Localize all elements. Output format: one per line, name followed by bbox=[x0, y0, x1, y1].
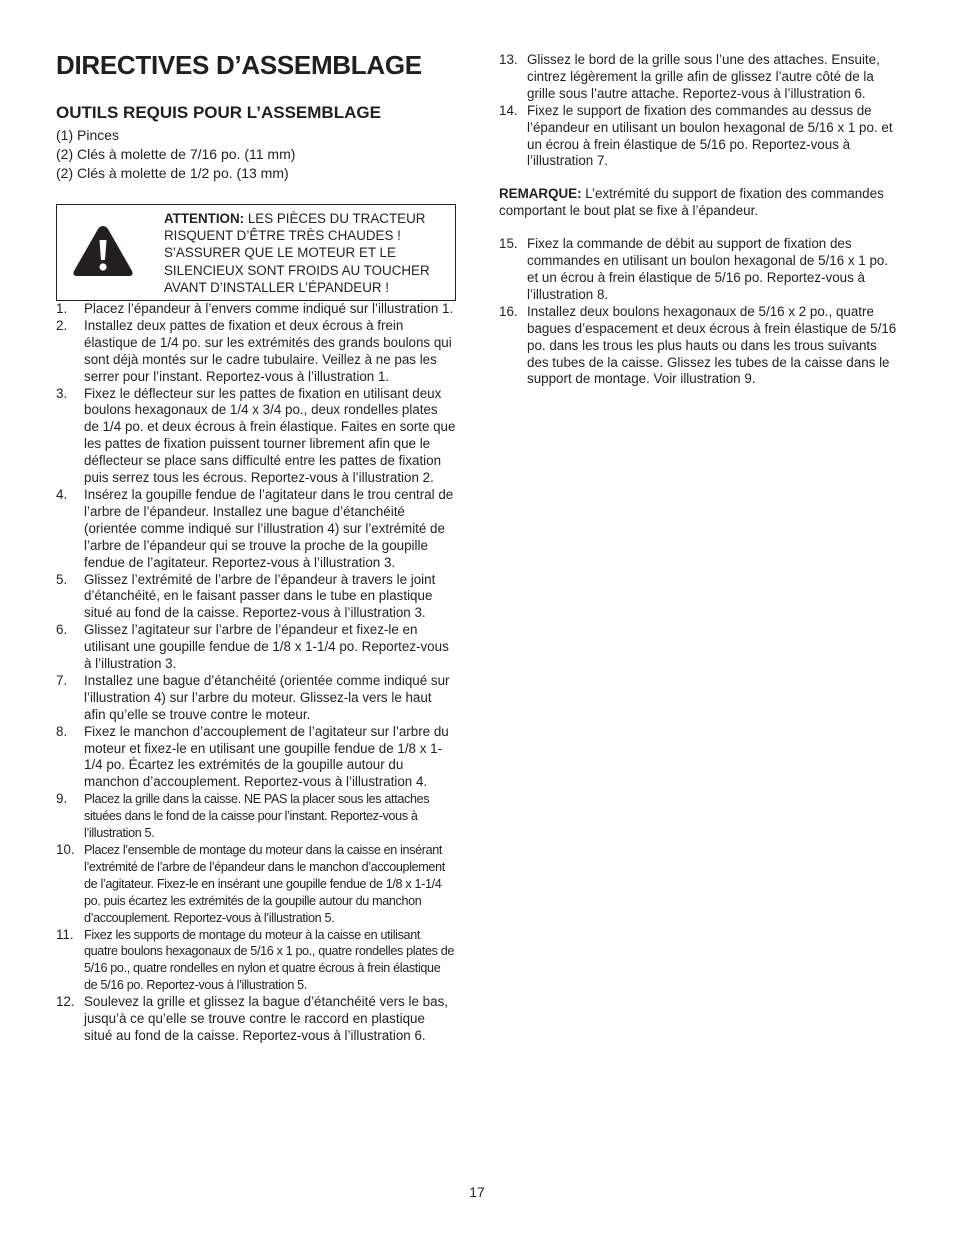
steps-list-right-a bbox=[499, 52, 901, 170]
step-text: Installez deux boulons hexagonaux de 5/16 x 2 po., quatre bagues d’espacement et deux écrous à frein élastique de 5/16 po. dans les trous les plus hauts ou dans les trous suivants des tubes de la caisse. Glissez les tubes de la caisse dans le support de montage. Voir illustration 9. bbox=[527, 303, 897, 387]
warning-label: ATTENTION: bbox=[164, 211, 245, 226]
step-item bbox=[56, 673, 456, 724]
warning-triangle-icon bbox=[71, 223, 135, 279]
step-item bbox=[499, 304, 901, 389]
tools-list bbox=[56, 126, 456, 183]
step-item bbox=[499, 52, 901, 103]
note bbox=[499, 186, 901, 220]
step-number: 14. bbox=[499, 102, 518, 118]
step-text: Fixez les supports de montage du moteur à la caisse en utilisant quatre boulons hexagonaux de 5/16 x 1 po., quatre rondelles plates de 5/16 po., quatre rondelles en nylon et quatre écrous à frein élastique de 5/16 po. Reportez-vous à l’illustration 5. bbox=[84, 927, 455, 993]
step-item bbox=[56, 318, 456, 386]
right-column bbox=[499, 52, 901, 388]
step-text: Glissez l’extrémité de l’arbre de l’épandeur à travers le joint d’étanchéité, en le faisant passer dans le tube en plastique situé au fond de la caisse. Reportez-vous à l’illustration 3. bbox=[84, 571, 436, 621]
step-number: 11. bbox=[56, 926, 74, 942]
warning-message: LES PIÈCES DU TRACTEUR RISQUENT D’ÊTRE TRÈS CHAUDES ! S’ASSURER QUE LE MOTEUR ET LE SILENCIEUX SONT FROIDS AU TOUCHER AVANT D’INSTALLER L’ÉPANDEUR ! bbox=[164, 211, 430, 295]
note-label: REMARQUE: bbox=[499, 186, 582, 202]
step-text: Fixez le support de fixation des commandes au dessus de l’épandeur en utilisant un boulon hexagonal de 5/16 x 1 po. et un écrou à frein élastique de 5/16 po. Reportez-vous à l’illustration 7. bbox=[527, 102, 893, 169]
steps-list-right-b bbox=[499, 236, 901, 388]
step-number: 12. bbox=[56, 994, 75, 1010]
left-column bbox=[56, 48, 456, 1045]
step-text: Fixez le manchon d’accouplement de l’agitateur sur l’arbre du moteur et fixez-le en utilisant une goupille fendue de 1/8 x 1-1/4 po. Écartez les extrémités de la goupille autour du manchon d’accouplement. Reportez-vous à l’illustration 4. bbox=[84, 723, 449, 790]
step-number: 8. bbox=[56, 723, 68, 739]
step-text: Fixez le déflecteur sur les pattes de fixation en utilisant deux boulons hexagonaux de 1/4 x 3/4 po., deux rondelles plates de 1/4 po. et deux écrous à frein élastique. Faites en sorte que les pattes de fixation puissent tourner librement afin que le déflecteur se place sans difficulté entre les pattes de fixation puis serrez tous les écrous. Reportez-vous à l’illustration 2. bbox=[84, 385, 456, 486]
step-item bbox=[499, 103, 901, 171]
step-item bbox=[56, 724, 456, 792]
warning-box bbox=[56, 204, 456, 301]
tools-heading: OUTILS REQUIS POUR L’ASSEMBLAGE bbox=[56, 103, 381, 122]
step-text: Installez une bague d’étanchéité (orientée comme indiqué sur l’illustration 4) sur l’arbre du moteur. Glissez-la vers le haut afin qu’elle se trouve contre le moteur. bbox=[84, 672, 450, 722]
step-number: 2. bbox=[56, 317, 68, 333]
step-text: Installez deux pattes de fixation et deux écrous à frein élastique de 1/4 po. sur les extrémités des grands boulons qui sont déjà montés sur le cadre tubulaire. Veillez à ne pas les serrer pour l’instant. Reportez-vous à l’illustration 1. bbox=[84, 317, 452, 384]
warning-text bbox=[164, 210, 450, 296]
step-number: 7. bbox=[56, 672, 68, 688]
step-number: 13. bbox=[499, 52, 518, 67]
step-item bbox=[56, 572, 456, 623]
step-number: 15. bbox=[499, 236, 518, 252]
step-item bbox=[499, 236, 901, 304]
step-number: 16. bbox=[499, 303, 518, 319]
step-text: Placez l’épandeur à l’envers comme indiqué sur l’illustration 1. bbox=[84, 301, 454, 316]
step-number: 1. bbox=[56, 301, 68, 316]
step-number: 6. bbox=[56, 622, 68, 638]
step-number: 4. bbox=[56, 486, 68, 502]
step-number: 9. bbox=[56, 791, 68, 807]
page-title: DIRECTIVES D’ASSEMBLAGE bbox=[56, 50, 422, 80]
step-text: Glissez le bord de la grille sous l’une des attaches. Ensuite, cintrez légèrement la grille afin de glissez l’autre côté de la grille sous l’autre attache. Reportez-vous à l’illustration 6. bbox=[527, 52, 880, 101]
step-item bbox=[56, 842, 456, 927]
step-item bbox=[56, 487, 456, 572]
step-number: 5. bbox=[56, 571, 68, 587]
tool-item: (2) Clés à molette de 1/2 po. (13 mm) bbox=[56, 165, 289, 181]
step-item bbox=[56, 994, 456, 1045]
step-number: 3. bbox=[56, 385, 68, 401]
step-number: 10. bbox=[56, 842, 75, 857]
step-item bbox=[56, 386, 456, 487]
tool-item: (2) Clés à molette de 7/16 po. (11 mm) bbox=[56, 146, 296, 162]
page-number: 17 bbox=[469, 1184, 485, 1200]
step-text: Placez l’ensemble de montage du moteur dans la caisse en insérant l’extrémité de l’arbre de l’épandeur dans le manchon d’accouplement de l’agitateur. Fixez-le en insérant une goupille fendue de 1/8 x 1-1/4 po. puis écartez les extrémités de la goupille autour du manchon d’accouplement. Reportez-vous à l’illustration 5. bbox=[84, 843, 445, 925]
step-text: Insérez la goupille fendue de l’agitateur dans le trou central de l’arbre de l’épandeur. Installez une bague d’étanchéité (orientée comme indiqué sur l’illustration 4) sur l’extrémité de l’arbre de l’épandeur qui se trouve la proche de la goupille fendue de l’agitateur. Reportez-vous à l’illustration 3. bbox=[84, 486, 454, 570]
step-text: Glissez l’agitateur sur l’arbre de l’épandeur et fixez-le en utilisant une goupille fendue de 1/8 x 1-1/4 po. Reportez-vous à l’illustration 3. bbox=[84, 622, 449, 672]
step-item bbox=[56, 927, 456, 995]
note-text: L’extrémité du support de fixation des commandes comportant le bout plat se fixe à l’épandeur. bbox=[499, 186, 884, 219]
step-text: Soulevez la grille et glissez la bague d’étanchéité vers le bas, jusqu’à ce qu’elle se trouve contre le raccord en plastique situé au fond de la caisse. Reportez-vous à l’illustration 6. bbox=[84, 994, 448, 1043]
step-item bbox=[56, 791, 456, 842]
tool-item: (1) Pinces bbox=[56, 127, 120, 143]
steps-list-left bbox=[56, 301, 456, 1045]
step-item bbox=[56, 622, 456, 673]
step-item bbox=[56, 301, 456, 318]
step-text: Fixez la commande de débit au support de fixation des commandes en utilisant un boulon hexagonal de 5/16 x 1 po. et un écrou à frein élastique de 5/16 po. Reportez-vous à l’illustration 8. bbox=[527, 236, 889, 302]
step-text: Placez la grille dans la caisse. NE PAS la placer sous les attaches situées dans le fond de la caisse pour l’instant. Reportez-vous à l’illustration 5. bbox=[84, 792, 430, 841]
